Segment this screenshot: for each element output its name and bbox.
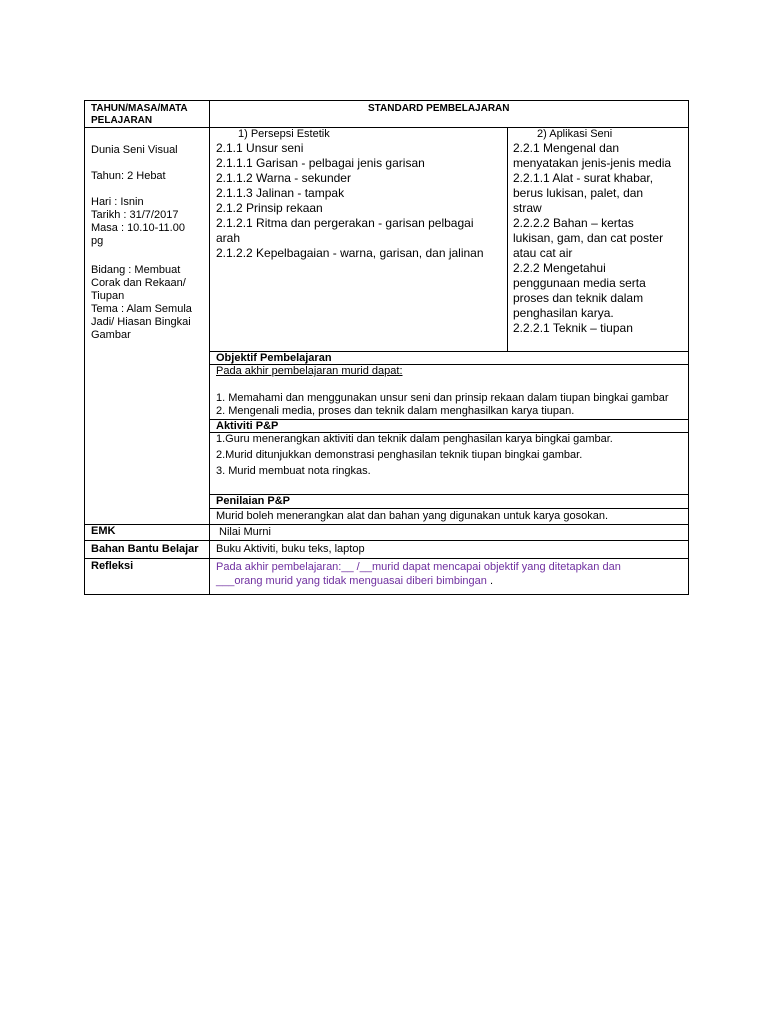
bahan-label: Bahan Bantu Belajar bbox=[91, 543, 199, 555]
refleksi-text-line2: ___orang murid yang tidak menguasai diberi bimbingan bbox=[216, 575, 487, 587]
refleksi-text-end: . bbox=[486, 575, 494, 587]
masa: Masa : 10.10-11.00 bbox=[91, 222, 185, 234]
row-divider bbox=[84, 558, 689, 559]
hari: Hari : Isnin bbox=[91, 196, 144, 208]
masa: pg bbox=[91, 235, 104, 247]
bidang: Tiupan bbox=[91, 290, 125, 302]
column-divider bbox=[209, 100, 210, 595]
standard-line: 2.1.1.3 Jalinan - tampak bbox=[216, 186, 345, 200]
aktiviti-item: 1.Guru menerangkan aktiviti dan teknik dalam penghasilan karya bingkai gambar. bbox=[216, 433, 613, 445]
standard-line: 2.2.2 Mengetahui bbox=[513, 261, 606, 275]
penilaian-text: Murid boleh menerangkan alat dan bahan yang digunakan untuk karya gosokan. bbox=[216, 510, 608, 522]
refleksi-label: Refleksi bbox=[91, 560, 134, 572]
tema: Tema : Alam Semula bbox=[91, 303, 192, 315]
persepsi-estetik-heading: 1) Persepsi Estetik bbox=[238, 128, 330, 140]
refleksi-text: Pada akhir pembelajaran:__ /__murid dapat mencapai objektif yang ditetapkan dan bbox=[216, 561, 621, 573]
standard-line: 2.2.2.1 Teknik – tiupan bbox=[513, 321, 633, 335]
bidang: Bidang : Membuat bbox=[91, 264, 181, 276]
objektif-item: 2. Mengenali media, proses dan teknik dalam menghasilkan karya tiupan. bbox=[216, 405, 575, 417]
header-standard-title: STANDARD PEMBELAJARAN bbox=[368, 103, 510, 114]
standard-line: menyatakan jenis-jenis media bbox=[513, 156, 672, 170]
standard-line: 2.2.1 Mengenal dan bbox=[513, 141, 620, 155]
standard-line: lukisan, gam, dan cat poster bbox=[513, 231, 664, 245]
standard-line: 2.1.1.2 Warna - sekunder bbox=[216, 171, 351, 185]
aktiviti-item: 2.Murid ditunjukkan demonstrasi penghasilan teknik tiupan bingkai gambar. bbox=[216, 449, 583, 461]
standard-line: penggunaan media serta bbox=[513, 276, 646, 290]
aktiviti-item: 3. Murid membuat nota ringkas. bbox=[216, 465, 371, 477]
standard-line: 2.1.2.1 Ritma dan pergerakan - garisan pelbagai bbox=[216, 216, 474, 230]
row-divider bbox=[209, 419, 689, 420]
standard-line: 2.1.2 Prinsip rekaan bbox=[216, 201, 323, 215]
aktiviti-title: Aktiviti P&P bbox=[216, 420, 279, 432]
tema: Jadi/ Hiasan Bingkai bbox=[91, 316, 191, 328]
penilaian-title: Penilaian P&P bbox=[216, 495, 290, 507]
standard-line: straw bbox=[513, 201, 542, 215]
aplikasi-seni-heading: 2) Aplikasi Seni bbox=[537, 128, 613, 140]
objektif-item: 1. Memahami dan menggunakan unsur seni dan prinsip rekaan dalam tiupan bingkai gambar bbox=[216, 392, 669, 404]
header-left-line1: TAHUN/MASA/MATA bbox=[91, 103, 188, 114]
standard-line: 2.2.1.1 Alat - surat khabar, bbox=[513, 171, 654, 185]
standard-column-divider bbox=[507, 127, 508, 352]
bidang: Corak dan Rekaan/ bbox=[91, 277, 186, 289]
tahun: Tahun: 2 Hebat bbox=[91, 170, 166, 182]
standard-line: atau cat air bbox=[513, 246, 573, 260]
standard-line: 2.1.1 Unsur seni bbox=[216, 141, 304, 155]
standard-line: 2.1.1.1 Garisan - pelbagai jenis garisan bbox=[216, 156, 425, 170]
tema: Gambar bbox=[91, 329, 131, 341]
standard-line: arah bbox=[216, 231, 241, 245]
emk-value: Nilai Murni bbox=[219, 526, 271, 538]
row-divider bbox=[84, 524, 689, 525]
objektif-title: Objektif Pembelajaran bbox=[216, 352, 332, 364]
standard-line: 2.1.2.2 Kepelbagaian - warna, garisan, dan jalinan bbox=[216, 246, 484, 260]
emk-label: EMK bbox=[91, 525, 116, 537]
refleksi-text bbox=[216, 575, 493, 588]
objektif-intro: Pada akhir pembelajaran murid dapat: bbox=[216, 365, 403, 377]
row-divider bbox=[84, 540, 689, 541]
standard-line: berus lukisan, palet, dan bbox=[513, 186, 644, 200]
bahan-value: Buku Aktiviti, buku teks, laptop bbox=[216, 543, 365, 555]
standard-line: 2.2.2.2 Bahan – kertas bbox=[513, 216, 634, 230]
tarikh: Tarikh : 31/7/2017 bbox=[91, 209, 179, 221]
standard-line: proses dan teknik dalam bbox=[513, 291, 644, 305]
standard-line: penghasilan karya. bbox=[513, 306, 614, 320]
subject-name: Dunia Seni Visual bbox=[91, 144, 178, 156]
header-left-line2: PELAJARAN bbox=[91, 115, 153, 126]
row-divider bbox=[209, 508, 689, 509]
